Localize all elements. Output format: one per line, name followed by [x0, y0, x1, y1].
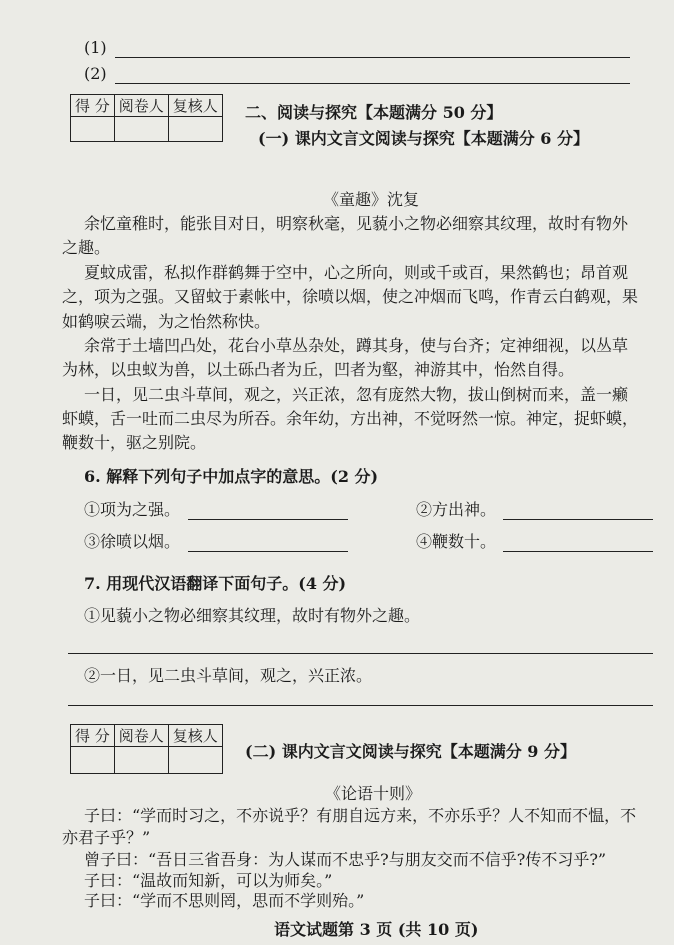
q6-answer-3[interactable]	[188, 551, 348, 552]
passage1-line: 之趣。	[62, 238, 111, 257]
score-cell[interactable]	[71, 117, 115, 142]
passage2-line: 亦君子乎？”	[62, 828, 151, 847]
score-table-1	[70, 94, 223, 142]
answer-label-1: (1)	[84, 38, 107, 57]
passage1-line: 余常于土墙凹凸处，花台小草丛杂处，蹲其身，使与台齐；定神细视，以丛草	[84, 336, 629, 355]
answer-label-2: (2)	[84, 64, 107, 83]
passage2-title: 《论语十则》	[325, 784, 422, 803]
q6-item-1: ①项为之强。	[84, 500, 181, 519]
passage1-line: 如鹤唳云端，为之怡然称快。	[62, 312, 271, 331]
passage1-line: 余忆童稚时，能张目对日，明察秋毫，见藐小之物必细察其纹理，故时有物外	[84, 214, 629, 233]
passage1-line: 虾蟆，舌一吐而二虫尽为所吞。余年幼，方出神，不觉呀然一惊。神定，捉虾蟆，	[62, 409, 639, 428]
q7-item-1: ①见藐小之物必细察其纹理，故时有物外之趣。	[84, 606, 421, 625]
passage1-line: 一日，见二虫斗草间，观之，兴正浓，忽有庞然大物，拔山倒树而来，盖一癞	[84, 385, 629, 404]
grader-cell[interactable]	[114, 747, 168, 774]
q7-answer-1[interactable]	[68, 653, 653, 654]
q6-item-4: ④鞭数十。	[416, 532, 497, 551]
passage1-line: 夏蚊成雷，私拟作群鹤舞于空中，心之所向，则或千或百，果然鹤也；昂首观	[84, 263, 629, 282]
q7-answer-2[interactable]	[68, 705, 653, 706]
section2-sub2: (二) 课内文言文阅读与探究【本题满分 9 分】	[245, 742, 576, 761]
answer-line-1[interactable]	[115, 57, 630, 58]
reviewer-cell[interactable]	[168, 747, 222, 774]
q6-answer-2[interactable]	[503, 519, 653, 520]
passage1-line: 鞭数十，驱之别院。	[62, 433, 207, 452]
q7-stem: 7. 用现代汉语翻译下面句子。(4 分)	[84, 574, 347, 593]
passage2-line: 子曰：“学而时习之，不亦说乎？有朋自远方来，不亦乐乎？人不知而不愠，不	[84, 806, 637, 825]
q6-item-2: ②方出神。	[416, 500, 497, 519]
q7-item-2: ②一日，见二虫斗草间，观之，兴正浓。	[84, 666, 373, 685]
score-header-grader: 阅卷人	[114, 95, 168, 117]
score-header-score: 得 分	[71, 725, 115, 747]
q6-item-3: ③徐喷以烟。	[84, 532, 181, 551]
passage1-title: 《童趣》沈复	[323, 190, 420, 209]
section2-title: 二、阅读与探究【本题满分 50 分】	[245, 103, 503, 122]
score-header-reviewer: 复核人	[168, 725, 222, 747]
passage2-line: 曾子曰：“吾日三省吾身：为人谋而不忠乎?与朋友交而不信乎?传不习乎?”	[84, 850, 607, 869]
passage2-line: 子曰：“温故而知新，可以为师矣。”	[84, 871, 333, 890]
q6-stem: 6. 解释下列句子中加点字的意思。(2 分)	[84, 467, 379, 486]
answer-line-2[interactable]	[115, 83, 630, 84]
score-header-grader: 阅卷人	[114, 725, 168, 747]
section2-sub1: (一) 课内文言文阅读与探究【本题满分 6 分】	[258, 129, 589, 148]
score-header-reviewer: 复核人	[168, 95, 222, 117]
score-table-2	[70, 724, 223, 774]
score-header-score: 得 分	[71, 95, 115, 117]
q6-answer-1[interactable]	[188, 519, 348, 520]
passage2-line: 子曰：“学而不思则罔，思而不学则殆。”	[84, 891, 365, 910]
passage1-line: 为林，以虫蚁为兽，以土砾凸者为丘，凹者为壑，神游其中，怡然自得。	[62, 360, 575, 379]
q6-answer-4[interactable]	[503, 551, 653, 552]
passage1-line: 之，项为之强。又留蚊于素帐中，徐喷以烟，使之冲烟而飞鸣，作青云白鹤观，果	[62, 287, 639, 306]
page-footer: 语文试题第 3 页 (共 10 页)	[274, 920, 479, 939]
reviewer-cell[interactable]	[168, 117, 222, 142]
grader-cell[interactable]	[114, 117, 168, 142]
score-cell[interactable]	[71, 747, 115, 774]
